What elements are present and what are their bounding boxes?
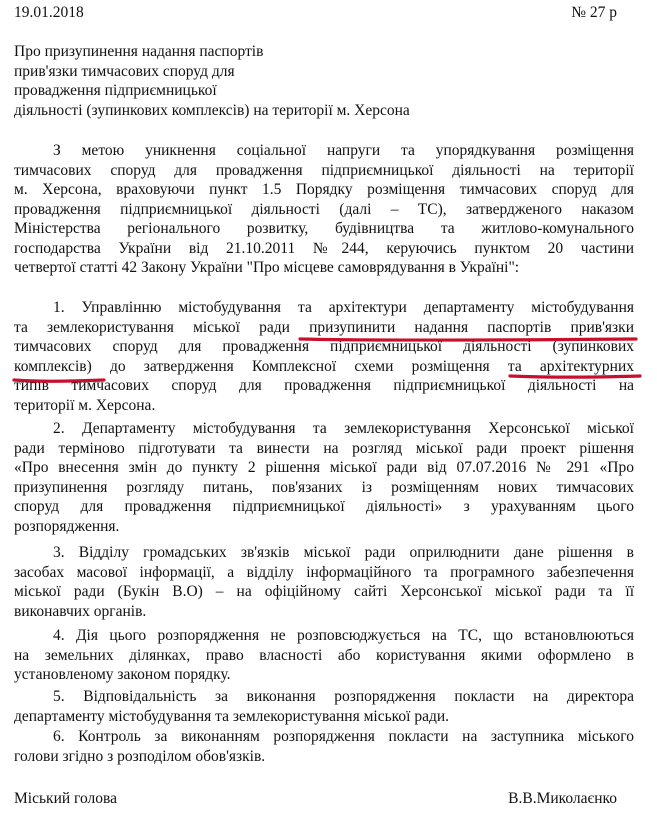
item-line: типів тимчасових споруд для провадження підприємницької діяльності на bbox=[14, 377, 634, 394]
preamble-line: З метою уникнення соціальної напруги та упорядкування розміщення bbox=[53, 142, 634, 159]
item-line: голови згідно з розподілом обов'язків. bbox=[14, 747, 266, 765]
item-line: міської ради (Букін В.О) – на офіційному сайті Херсонської міської ради та її bbox=[14, 583, 634, 600]
item-line: комплексів) до затвердження Комплексної схеми розміщення та архітектурних bbox=[14, 357, 634, 375]
document-number: № 27 р bbox=[571, 4, 617, 21]
item-line: засобах масової інформації, а відділу інформаційного та програмного забезпечення bbox=[14, 563, 634, 581]
title-line: діяльності (зупинкових комплексів) на території м. Херсона bbox=[14, 101, 410, 119]
item-line: 2. Департаменту містобудування та землекористування Херсонської міської bbox=[53, 420, 634, 437]
item-line: департаменту містобудування та землекористування міської ради. bbox=[14, 707, 450, 725]
preamble-line: м. Херсона, враховуючи пункт 1.5 Порядку розміщення тимчасових споруд для bbox=[14, 181, 634, 198]
preamble-line: господарства України від 21.10.2011 №244, керуючись пунктом 20 частини bbox=[14, 239, 634, 257]
preamble-paragraph bbox=[14, 141, 634, 278]
signature-position: Міський голова bbox=[14, 790, 118, 807]
item-line: та землекористування міської ради призупинити надання паспортів прив'язки bbox=[14, 318, 634, 336]
item-3-paragraph bbox=[14, 543, 634, 621]
title-line: провадження підприємницької bbox=[14, 82, 217, 99]
title-line: Про призупинення надання паспортів bbox=[14, 43, 264, 60]
item-line: території м. Херсона. bbox=[14, 396, 156, 414]
preamble-line: четвертої статті 42 Закону України "Про місцеве самоврядування в Україні": bbox=[14, 259, 520, 276]
item-line: споруд для провадження підприємницької діяльності» з урахуванням цього bbox=[14, 498, 634, 515]
item-5-paragraph bbox=[14, 687, 634, 726]
item-line: 3. Відділу громадських зв'язків міської ради оприлюднити дане рішення в bbox=[53, 544, 634, 561]
item-4-paragraph bbox=[14, 626, 634, 685]
item-line: 4. Дія цього розпорядження не розповсюджується на ТС, що встановлюються bbox=[53, 627, 634, 644]
item-line: виконавчих органів. bbox=[14, 602, 147, 620]
title-line: прив'язки тимчасових споруд для bbox=[14, 62, 235, 80]
item-1-paragraph bbox=[14, 298, 634, 415]
item-line: призупинення розгляду питань, пов'язаних із розміщенням нових тимчасових bbox=[14, 478, 634, 496]
item-line: 6. Контроль за виконанням розпорядження покласти на заступника міського bbox=[53, 728, 634, 745]
signature-name: В.В.Миколаєнко bbox=[508, 790, 617, 807]
item-line: «Про внесення змін до пункту 2 рішення міської ради від 07.07.2016 № 291 «Про bbox=[14, 459, 634, 476]
item-line: тимчасових споруд для провадження підприємницької діяльності (зупинкових bbox=[14, 338, 634, 355]
item-line: 1. Управлінню містобудування та архітектури департаменту містобудування bbox=[53, 299, 634, 316]
item-line: розпорядження. bbox=[14, 517, 120, 535]
document-date: 19.01.2018 bbox=[14, 4, 84, 21]
preamble-line: тимчасових споруд для провадження підприємницької діяльності на території bbox=[14, 161, 634, 179]
item-line: на земельних ділянках, право власності або користування якими оформлено в bbox=[14, 646, 634, 664]
item-2-paragraph bbox=[14, 419, 634, 536]
preamble-line: Міністерства регіонального розвитку, будівництва та житлово-комунального bbox=[14, 220, 634, 237]
preamble-line: провадження підприємницької діяльності (далі – ТС), затвердженого наказом bbox=[14, 200, 634, 218]
item-line: установленому законом порядку. bbox=[14, 666, 231, 683]
item-line: ради терміново підготувати та винести на розгляд міської ради проект рішення bbox=[14, 439, 634, 457]
document-title bbox=[14, 42, 410, 120]
item-line: 5. Відповідальність за виконання розпорядження покласти на директора bbox=[53, 688, 634, 705]
item-6-paragraph bbox=[14, 727, 634, 766]
